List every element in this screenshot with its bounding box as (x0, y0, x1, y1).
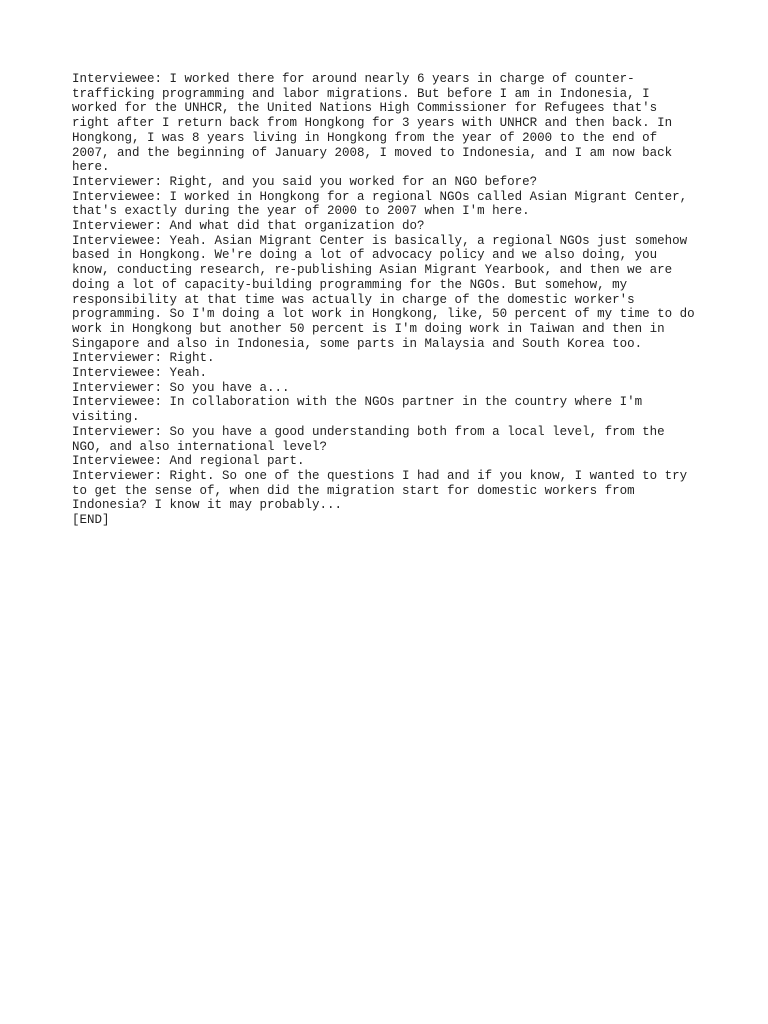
transcript-line: Interviewee: I worked in Hongkong for a regional NGOs called Asian Migrant Center, (72, 189, 688, 204)
transcript-line: know, conducting research, re-publishing Asian Migrant Yearbook, and then we are (72, 263, 673, 278)
transcript-line: Interviewee: I worked there for around nearly 6 years in charge of counter- (72, 72, 635, 86)
transcript-line: NGO, and also international level? (72, 439, 328, 454)
transcript-line: Indonesia? I know it may probably... (72, 498, 343, 513)
transcript-line: Interviewer: So you have a... (72, 380, 290, 395)
transcript-line: Interviewer: Right, and you said you worked for an NGO before? (72, 174, 538, 189)
transcript-line: Interviewer: Right. So one of the questions I had and if you know, I wanted to try (72, 468, 688, 483)
transcript-line: trafficking programming and labor migrations. But before I am in Indonesia, I (72, 86, 650, 101)
transcript-line: to get the sense of, when did the migration start for domestic workers from (72, 483, 635, 498)
transcript-page (72, 72, 712, 528)
transcript-line: responsibility at that time was actually in charge of the domestic worker's (72, 292, 635, 307)
transcript-line: Interviewee: Yeah. (72, 366, 208, 381)
transcript-line: visiting. (72, 410, 140, 425)
transcript-line: Interviewee: In collaboration with the NGOs partner in the country where I'm (72, 395, 643, 410)
transcript-line: Singapore and also in Indonesia, some parts in Malaysia and South Korea too. (72, 336, 643, 351)
transcript-line: Interviewer: So you have a good understanding both from a local level, from the (72, 424, 665, 439)
transcript-line: Interviewee: Yeah. Asian Migrant Center is basically, a regional NGOs just somehow (72, 233, 688, 248)
transcript-line: programming. So I'm doing a lot work in Hongkong, like, 50 percent of my time to do (72, 307, 695, 322)
transcript-line: work in Hongkong but another 50 percent is I'm doing work in Taiwan and then in (72, 321, 665, 336)
transcript-line: Interviewer: Right. (72, 351, 215, 366)
transcript-line: Interviewee: And regional part. (72, 454, 305, 469)
transcript-line: right after I return back from Hongkong for 3 years with UNHCR and then back. In (72, 116, 673, 131)
end-marker: [END] (72, 513, 110, 528)
transcript-line: Interviewer: And what did that organization do? (72, 219, 425, 234)
transcript-line: that's exactly during the year of 2000 to 2007 when I'm here. (72, 204, 530, 219)
transcript-line: doing a lot of capacity-building programming for the NGOs. But somehow, my (72, 277, 628, 292)
transcript-line: based in Hongkong. We're doing a lot of advocacy policy and we also doing, you (72, 248, 658, 263)
transcript-line: Hongkong, I was 8 years living in Hongkong from the year of 2000 to the end of (72, 130, 658, 145)
transcript-line: 2007, and the beginning of January 2008, I moved to Indonesia, and I am now back (72, 145, 673, 160)
transcript-line: worked for the UNHCR, the United Nations High Commissioner for Refugees that's (72, 101, 658, 116)
transcript-line: here. (72, 160, 110, 175)
